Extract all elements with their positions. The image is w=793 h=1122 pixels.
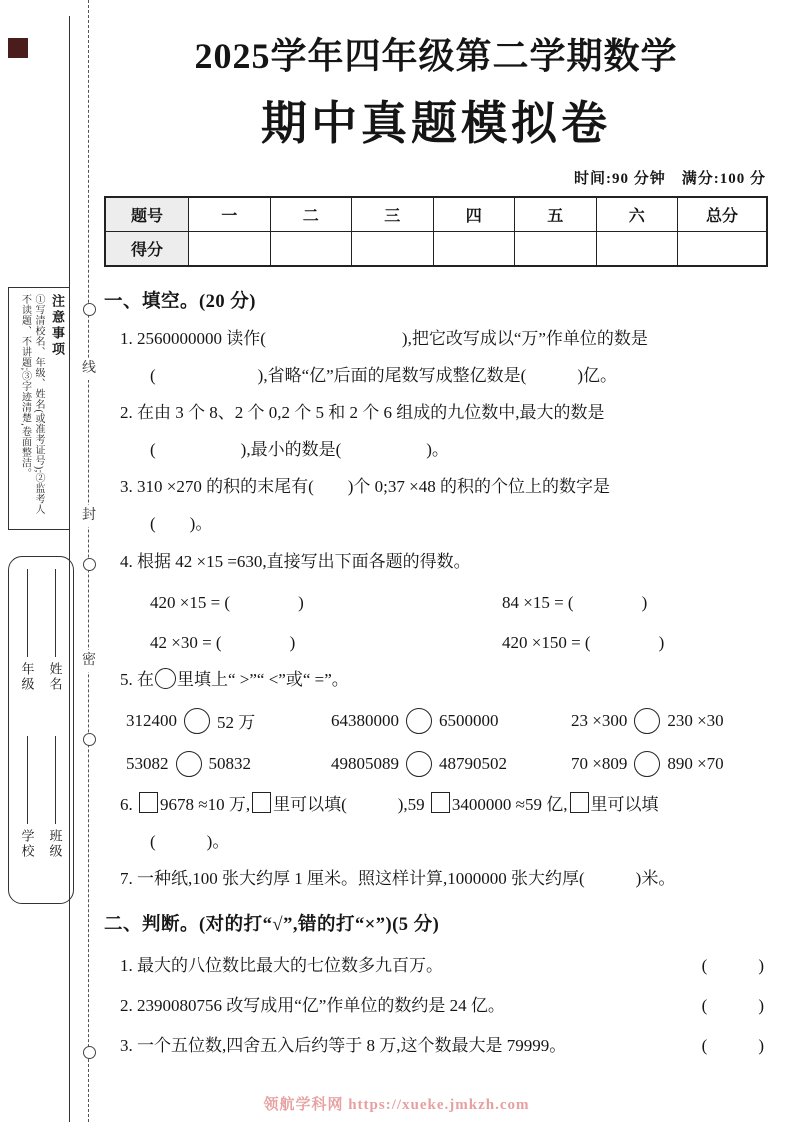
notice-title: 注意事项 bbox=[50, 294, 65, 358]
score-table-header-cell: 二 bbox=[270, 197, 352, 232]
binding-hole bbox=[83, 303, 96, 316]
exam-title-line2: 期中真题模拟卷 bbox=[261, 98, 611, 149]
comparison-right: 890 ×70 bbox=[667, 753, 724, 773]
square-placeholder-icon[interactable] bbox=[252, 792, 271, 813]
corner-mark bbox=[8, 38, 28, 58]
field-blank-line[interactable] bbox=[27, 736, 28, 824]
question-6-number: 6. bbox=[120, 794, 137, 814]
question-6-text: 3400000 ≈59 亿, bbox=[451, 794, 568, 814]
question-6-text: 9678 ≈10 万, bbox=[160, 794, 251, 814]
score-cell bbox=[352, 232, 434, 267]
question-1-line2: ( ),省略“亿”后面的尾数写成整亿数是( )亿。 bbox=[150, 366, 617, 386]
judge-statement: 1. 最大的八位数比最大的七位数多九百万。 bbox=[120, 956, 443, 976]
main-content bbox=[104, 28, 768, 1056]
notice-vertical-text bbox=[11, 294, 67, 523]
judge-statement: 3. 一个五位数,四舍五入后约等于 8 万,这个数最大是 79999。 bbox=[120, 1036, 567, 1056]
judge-statement: 2. 2390080756 改写成用“亿”作单位的数约是 24 亿。 bbox=[120, 996, 505, 1016]
question-4-intro: 4. 根据 42 ×15 =630,直接写出下面各题的得数。 bbox=[120, 551, 471, 571]
comparison-left: 49805089 bbox=[331, 753, 399, 773]
score-cell bbox=[678, 232, 768, 267]
section-1-heading: 一、填空。(20 分) bbox=[104, 292, 256, 312]
field-class bbox=[41, 736, 69, 895]
question-6-text: 里可以填 bbox=[590, 794, 659, 814]
question-6-line1 bbox=[104, 792, 768, 816]
score-cell bbox=[433, 232, 515, 267]
binding-char-feng: 封 bbox=[80, 505, 98, 527]
notice-body: ①写清校名、年级、姓名(或准考证号);②监考人不读题、不讲题;③字迹清楚,卷面整洁。 bbox=[19, 294, 44, 515]
score-table-header-cell: 六 bbox=[596, 197, 678, 232]
comparison-circle-blank[interactable] bbox=[406, 751, 432, 777]
score-cell bbox=[270, 232, 352, 267]
exam-title-line1: 2025学年四年级第二学期数学 bbox=[194, 36, 678, 76]
judge-item-1 bbox=[104, 951, 768, 976]
equation: 42 ×30 = ( ) bbox=[150, 632, 296, 652]
binding-hole bbox=[83, 1046, 96, 1059]
field-school-label: 学校 bbox=[19, 829, 35, 859]
comparison-circle-blank[interactable] bbox=[184, 708, 210, 734]
circle-placeholder-icon bbox=[155, 668, 176, 689]
question-7: 7. 一种纸,100 张大约厚 1 厘米。照这样计算,1000000 张大约厚( )米。 bbox=[120, 868, 676, 888]
question-5-row1 bbox=[104, 708, 768, 734]
judge-item-3 bbox=[104, 1031, 768, 1056]
comparison-left: 64380000 bbox=[331, 710, 399, 730]
score-table-header-cell: 四 bbox=[433, 197, 515, 232]
comparison-right: 48790502 bbox=[439, 753, 507, 773]
answer-paren-blank[interactable]: ( ) bbox=[701, 996, 764, 1016]
comparison-right: 50832 bbox=[208, 753, 251, 773]
score-cell bbox=[515, 232, 597, 267]
comparison-circle-blank[interactable] bbox=[634, 708, 660, 734]
score-cell bbox=[189, 232, 271, 267]
field-name-label: 姓名 bbox=[47, 662, 63, 692]
binding-hole bbox=[83, 558, 96, 571]
square-placeholder-icon[interactable] bbox=[139, 792, 158, 813]
comparison-item bbox=[331, 708, 571, 734]
comparison-circle-blank[interactable] bbox=[406, 708, 432, 734]
comparison-item bbox=[331, 751, 571, 777]
student-info-box bbox=[8, 556, 74, 904]
comparison-item bbox=[126, 708, 331, 734]
binding-char-xian: 线 bbox=[80, 358, 98, 380]
equation: 84 ×15 = ( ) bbox=[502, 592, 648, 612]
comparison-item bbox=[571, 751, 724, 777]
question-2-line1: 2. 在由 3 个 8、2 个 0,2 个 5 和 2 个 6 组成的九位数中,最大的数是 bbox=[120, 403, 605, 423]
field-class-label: 班级 bbox=[47, 829, 63, 859]
question-6-text: 里可以填( ),59 bbox=[273, 794, 429, 814]
notice-box bbox=[8, 287, 70, 530]
comparison-circle-blank[interactable] bbox=[634, 751, 660, 777]
equation: 420 ×15 = ( ) bbox=[150, 592, 304, 612]
comparison-right: 6500000 bbox=[439, 710, 499, 730]
section-2-heading: 二、判断。(对的打“√”,错的打“×”)(5 分) bbox=[104, 915, 440, 936]
comparison-right: 230 ×30 bbox=[667, 710, 724, 730]
question-1-line1: 1. 2560000000 读作( ),把它改写成以“万”作单位的数是 bbox=[120, 329, 648, 348]
comparison-right: 52 万 bbox=[217, 713, 256, 733]
field-blank-line[interactable] bbox=[55, 736, 56, 824]
score-table-score-row bbox=[105, 232, 767, 267]
score-table-header-cell: 题号 bbox=[105, 197, 189, 232]
comparison-item bbox=[126, 751, 331, 777]
comparison-left: 70 ×809 bbox=[571, 753, 628, 773]
binding-hole bbox=[83, 733, 96, 746]
field-school bbox=[13, 736, 41, 895]
question-5-text-before: 5. 在 bbox=[120, 669, 154, 689]
score-table-header-cell: 五 bbox=[515, 197, 597, 232]
comparison-left: 312400 bbox=[126, 710, 177, 730]
score-table-header-cell: 一 bbox=[189, 197, 271, 232]
question-5-row2 bbox=[104, 751, 768, 777]
score-table bbox=[104, 196, 768, 267]
field-grade bbox=[13, 569, 41, 728]
score-row-label: 得分 bbox=[105, 232, 189, 267]
comparison-left: 53082 bbox=[126, 753, 169, 773]
square-placeholder-icon[interactable] bbox=[431, 792, 450, 813]
field-blank-line[interactable] bbox=[55, 569, 56, 657]
score-table-header-cell: 总分 bbox=[678, 197, 768, 232]
answer-paren-blank[interactable]: ( ) bbox=[701, 956, 764, 976]
answer-paren-blank[interactable]: ( ) bbox=[701, 1036, 764, 1056]
comparison-left: 23 ×300 bbox=[571, 710, 628, 730]
field-blank-line[interactable] bbox=[27, 569, 28, 657]
score-table-header-cell: 三 bbox=[352, 197, 434, 232]
field-name bbox=[41, 569, 69, 728]
watermark-footer: 领航学科网 https://xueke.jmkzh.com bbox=[263, 1097, 530, 1113]
question-5-intro bbox=[104, 668, 768, 691]
judge-item-2 bbox=[104, 991, 768, 1016]
field-grade-label: 年级 bbox=[19, 662, 35, 692]
binding-char-mi: 密 bbox=[80, 650, 98, 672]
question-2-line2: ( ),最小的数是( )。 bbox=[150, 440, 449, 460]
question-6-line2: ( )。 bbox=[150, 831, 230, 851]
comparison-item bbox=[571, 708, 724, 734]
score-cell bbox=[596, 232, 678, 267]
question-4-row1 bbox=[104, 588, 768, 613]
comparison-circle-blank[interactable] bbox=[176, 751, 202, 777]
question-4-row2 bbox=[104, 628, 768, 653]
question-5-text-after: 里填上“ >”“ <”或“ =”。 bbox=[177, 669, 349, 689]
question-3-line2: ( )。 bbox=[150, 514, 213, 534]
question-3-line1: 3. 310 ×270 的积的末尾有( )个 0;37 ×48 的积的个位上的数字是 bbox=[120, 477, 610, 497]
exam-meta: 时间:90 分钟 满分:100 分 bbox=[574, 171, 766, 187]
square-placeholder-icon[interactable] bbox=[570, 792, 589, 813]
equation: 420 ×150 = ( ) bbox=[502, 632, 665, 652]
score-table-header-row bbox=[105, 197, 767, 232]
